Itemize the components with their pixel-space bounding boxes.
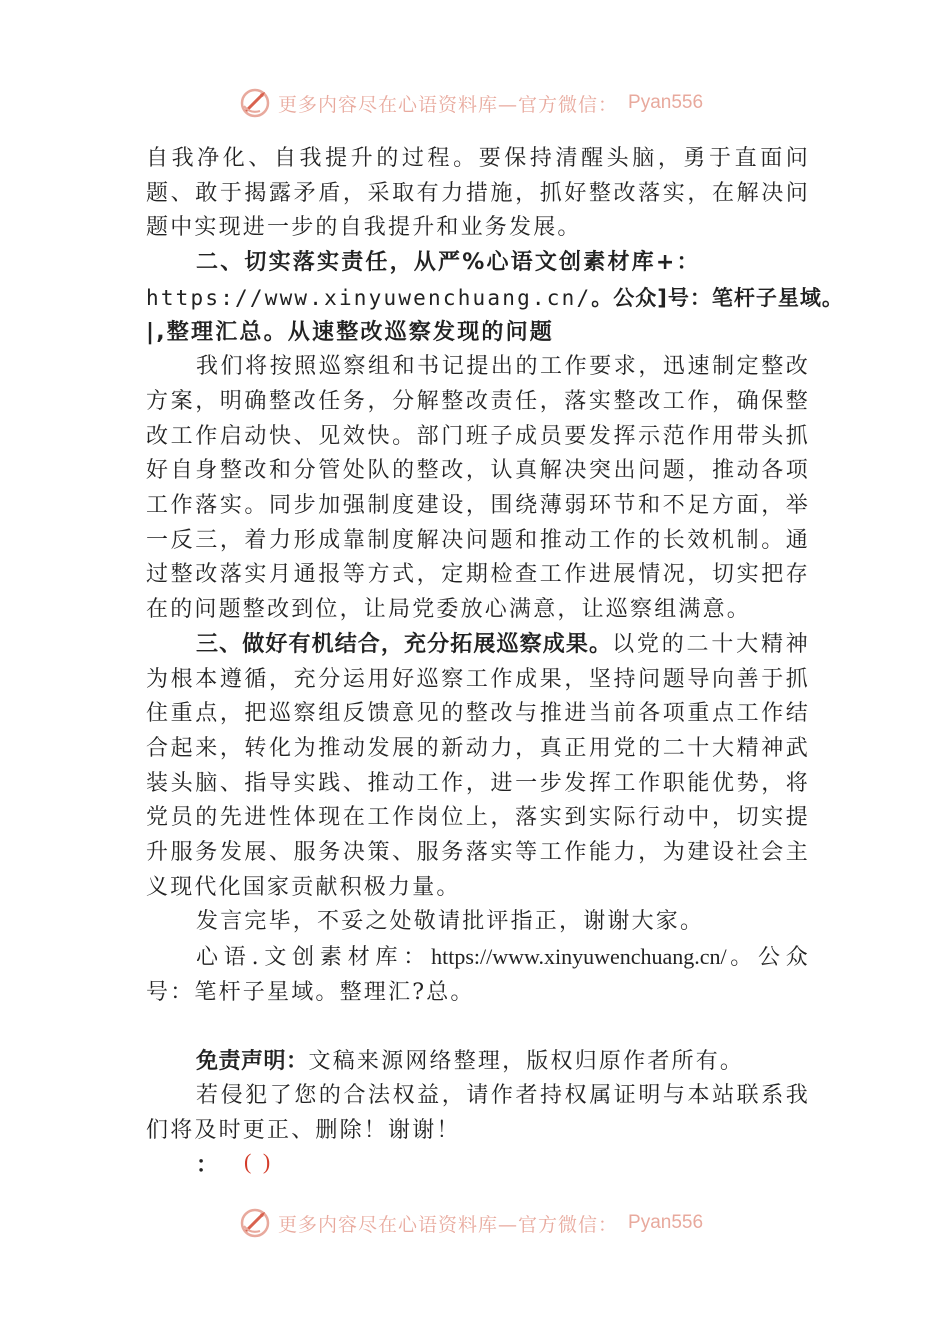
document-body [146,142,844,1183]
heading-2-line1: 二、切实落实责任，从严%心语文创素材库+： [196,250,701,276]
source-suffix: 。公众号：笔杆子星域。整理汇?总。 [146,945,810,1005]
heading-3: 三、做好有机结合，充分拓展巡察成果。 [196,631,613,657]
heading-2-url-suffix: 。公众]号：笔杆子星域。 [591,285,844,310]
source-url: https://www.xinyuwenchuang.cn/ [431,944,727,970]
paragraph-integration [146,628,810,906]
trailing-paren: ( ) [244,1148,274,1174]
paragraph-continuation: 自我净化、自我提升的过程。要保持清醒头脑，勇于直面问题、敢于揭露矛盾，采取有力措施，抓好整改落实，在解决问题中实现进一步的自我提升和业务发展。 [146,146,810,241]
paragraph-source [146,940,810,1010]
paragraph-closing: 发言完毕，不妥之处敬请批评指正，谢谢大家。 [196,909,705,935]
heading-2-line2 [146,281,844,316]
trailing-colon: ： [196,1152,219,1178]
heading-2-line3: |,整理汇总。从速整改巡察发现的问题 [146,319,554,345]
paragraph-rectification: 我们将按照巡察组和书记提出的工作要求，迅速制定整改方案，明确整改任务，分解整改责任，落实整改工作，确保整改工作启动快、见效快。部门班子成员要发挥示范作用带头抓好自身整改和分管处队的整改，认真解决突出问题，推动各项工作落实。同步加强制度建设，围绕薄弱环节和不足方面，举一反三，着力形成靠制度解决问题和推动工作的长效机制。通过整改落实月通报等方式，定期检查工作进展情况，切实把存在的问题整改到位，让局党委放心满意，让巡察组满意。 [146,354,810,623]
watermark-text: 更多内容尽在心语资料库—官方微信： [278,93,619,116]
source-prefix: 心语.文创素材库： [196,945,432,971]
pen-swirl-logo [238,86,272,120]
disclaimer [146,1045,810,1080]
watermark-header [238,86,703,120]
watermark-text: 更多内容尽在心语资料库—官方微信： [278,1213,619,1236]
watermark-id: Pyan556 [628,92,704,113]
paragraph-integration-text: 以党的二十大精神为根本遵循，充分运用好巡察工作成果，坚持问题导向善于抓住重点，把巡察组反馈意见的整改与推进当前各项重点工作结合起来，转化为推动发展的新动力，真正用党的二十大精神武装头脑、指导实践、推动工作，进一步发挥工作职能优势，将党员的先进性体现在工作岗位上，落实到实际行动中，切实提升服务发展、服务决策、服务落实等工作能力，为建设社会主义现代化国家贡献积极力量。 [146,631,810,900]
disclaimer-label: 免责声明： [196,1048,309,1074]
pen-swirl-logo [238,1206,272,1240]
blank-line [146,1011,810,1045]
heading-2-url: https://www.xinyuwenchuang.cn/ [146,285,592,310]
trailing-marks [146,1149,810,1183]
disclaimer-contact: 若侵犯了您的合法权益，请作者持权属证明与本站联系我们将及时更正、删除！谢谢！ [146,1083,810,1143]
disclaimer-text: 文稿来源网络整理，版权归原作者所有。 [308,1048,745,1074]
watermark-id: Pyan556 [628,1212,704,1233]
watermark-footer [238,1206,703,1240]
